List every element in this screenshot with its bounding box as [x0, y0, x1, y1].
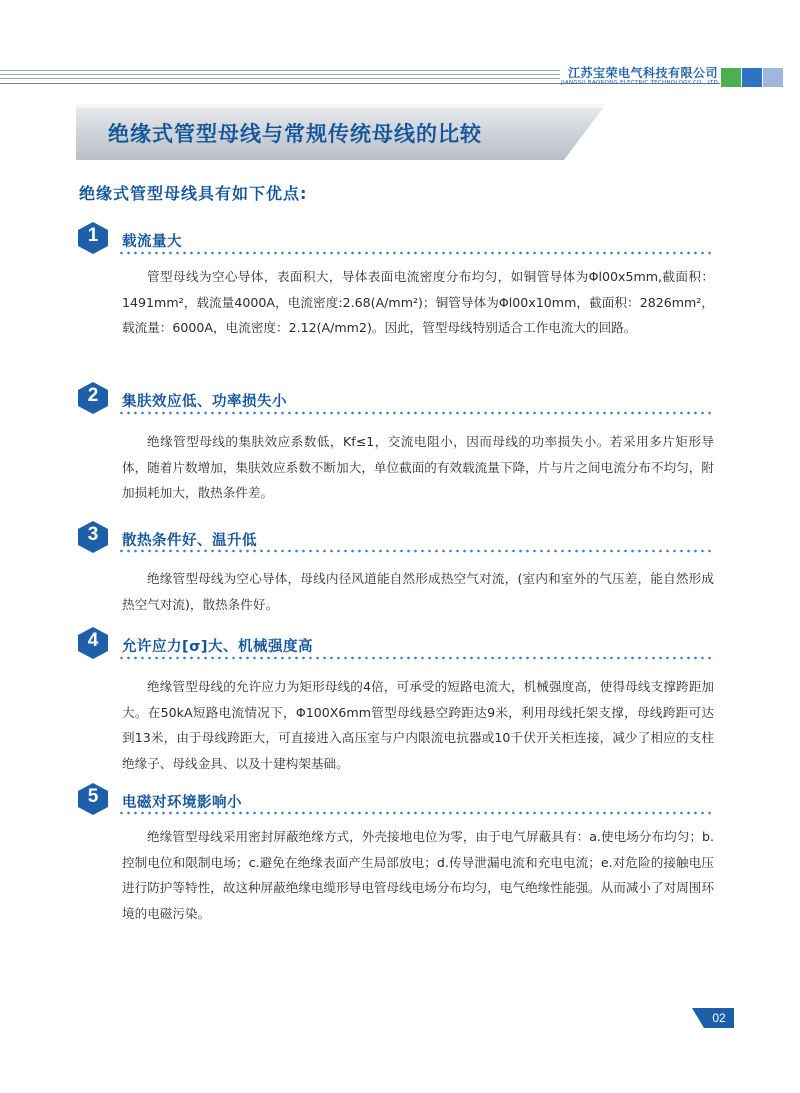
dotted-divider [118, 251, 712, 255]
header-rule-line [0, 78, 560, 79]
section-heading: 电磁对环境影响小 [122, 795, 242, 811]
title-banner [76, 104, 606, 160]
header-rule-line [0, 70, 560, 71]
number-badge [78, 783, 108, 815]
header-green-block [721, 68, 741, 87]
page-subtitle: 绝缘式管型母线具有如下优点: [79, 184, 308, 203]
dotted-divider [118, 811, 712, 815]
section-body: 绝缘管型母线为空心导体，母线内径风道能自然形成热空气对流，(室内和室外的气压差，能自然形成热空气对流)，散热条件好。 [122, 571, 714, 612]
section-heading: 散热条件好、温升低 [122, 533, 257, 549]
dotted-divider [118, 549, 712, 553]
section-number: 2 [87, 385, 99, 406]
section-heading: 集肤效应低、功率损失小 [122, 394, 287, 410]
number-badge [78, 521, 108, 553]
dotted-divider [118, 656, 712, 660]
section-heading: 载流量大 [122, 234, 182, 250]
section-number: 4 [87, 630, 99, 651]
page-number-arrow-icon [692, 1008, 704, 1028]
company-name-cn: 江苏宝荣电气科技有限公司 [567, 66, 718, 80]
section-number: 5 [87, 786, 99, 807]
company-logo-text [552, 66, 718, 87]
section-body: 绝缘管型母线的允许应力为矩形母线的4倍，可承受的短路电流大，机械强度高，使得母线支撑跨距加大。在50kA短路电流情况下，Φ100X6mm管型母线悬空跨距达9米，利用母线托架支撑，母线跨距可达到13米，由于母线跨距大，可直接进入高压室与户内限流电抗器或10千伏开关柜连接，减少了相应的支柱绝缘子、母线金具、以及十建构架基础。 [122, 679, 714, 771]
section-body: 绝缘管型母线采用密封屏蔽绝缘方式，外壳接地电位为零，由于电气屏蔽具有：a.使电场分布均匀；b.控制电位和限制电场；c.避免在绝缘表面产生局部放电；d.传导泄漏电流和充电电流；e.对危险的接触电压进行防护等特性，故这种屏蔽绝缘电缆形导电管母线电场分布均匀，电气绝缘性能强。从而减小了对周围环境的电磁污染。 [122, 829, 714, 921]
number-badge [78, 222, 108, 254]
section-number: 1 [87, 225, 99, 246]
header-blue-block [742, 68, 762, 87]
company-name-en: JIANGSU BAORONG ELECTRIC TECHNOLOGY CO., LTD [561, 80, 718, 86]
number-badge [78, 382, 108, 414]
header-rule-line [0, 74, 560, 75]
section-heading: 允许应力[σ]大、机械强度高 [122, 639, 314, 655]
page-title: 绝缘式管型母线与常规传统母线的比较 [108, 122, 482, 146]
dotted-divider [118, 411, 712, 415]
page-number: 02 [704, 1008, 734, 1028]
number-badge [78, 627, 108, 659]
section-body: 管型母线为空心导体，表面积大，导体表面电流密度分布均匀，如铜管导体为Φl00x5mm,截面积：1491mm²，载流量4000A，电流密度:2.68(A/mm²)；铜管导体为Φl00x10mm，截面积：2826mm²，载流量：6000A，电流密度：2.12(A/mm2)。因此，管型母线特别适合工作电流大的回路。 [122, 269, 714, 335]
section-body: 绝缘管型母线的集肤效应系数低，Kf≤1，交流电阻小，因而母线的功率损失小。若采用多片矩形导体，随着片数增加，集肤效应系数不断加大，单位截面的有效载流量下降，片与片之间电流分布不均匀，附加损耗加大，散热条件差。 [122, 434, 714, 500]
header-light-blue-block [763, 68, 783, 87]
section-number: 3 [87, 524, 99, 545]
